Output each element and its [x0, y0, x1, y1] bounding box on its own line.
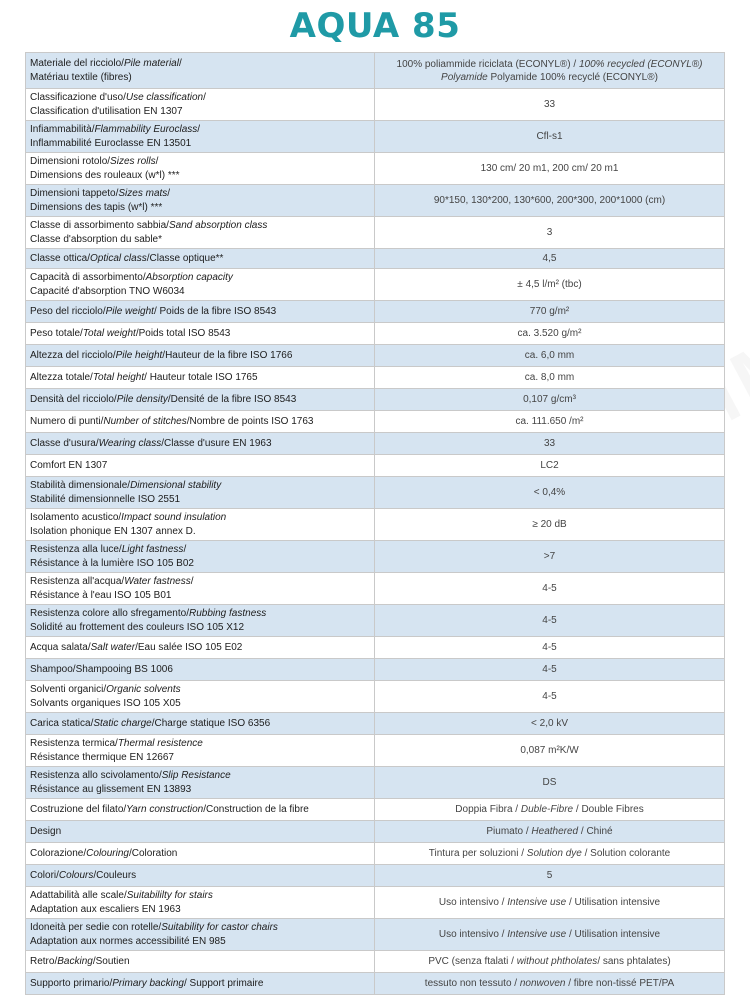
- spec-row: [26, 411, 725, 433]
- spec-value-part: ± 4,5 l/m² (tbc): [517, 279, 582, 290]
- spec-row: [26, 269, 725, 301]
- spec-label: [26, 843, 375, 865]
- spec-label-part: Thermal resistence: [117, 737, 203, 749]
- spec-value-part: Duble-Fibre: [520, 804, 574, 815]
- spec-row: [26, 455, 725, 477]
- spec-label-line2: Adaptation aux normes accessibilité EN 985: [30, 935, 226, 947]
- spec-label-part: Sizes mats: [118, 187, 168, 199]
- spec-value-part: DS: [542, 777, 557, 788]
- spec-label: [26, 411, 375, 433]
- spec-label: [26, 477, 375, 509]
- spec-row: [26, 865, 725, 887]
- spec-label: [26, 389, 375, 411]
- spec-value-part: 130 cm/ 20 m1, 200 cm/ 20 m1: [480, 163, 619, 174]
- spec-label: [26, 735, 375, 767]
- spec-label: [26, 681, 375, 713]
- spec-label-part: Classificazione d'uso/: [30, 91, 126, 103]
- spec-label-part: Pile material: [123, 57, 179, 69]
- spec-label-part: Pile height: [115, 349, 163, 361]
- spec-label: [26, 269, 375, 301]
- spec-value: [375, 345, 725, 367]
- spec-value: [375, 799, 725, 821]
- spec-row: [26, 509, 725, 541]
- spec-label-part: /: [203, 91, 206, 103]
- spec-value: [375, 389, 725, 411]
- spec-label: [26, 53, 375, 89]
- spec-value-part: / sans phtalates): [597, 956, 671, 967]
- spec-label-part: Idoneità per sedie con rotelle/: [30, 921, 162, 933]
- spec-label-part: Dimensional stability: [130, 479, 222, 491]
- spec-value-part: 0,087 m²K/W: [520, 745, 579, 756]
- spec-value-part: ≥ 20 dB: [532, 519, 567, 530]
- spec-row: [26, 121, 725, 153]
- spec-label-part: Densità del ricciolo/: [30, 393, 117, 405]
- spec-value: [375, 269, 725, 301]
- spec-label-part: Materiale del ricciolo/: [30, 57, 124, 69]
- spec-value-part: 4-5: [542, 583, 557, 594]
- spec-row: [26, 477, 725, 509]
- spec-label: [26, 951, 375, 973]
- spec-value-part: 0,107 g/cm³: [523, 394, 576, 405]
- spec-label-part: Resistenza colore allo sfregamento/: [30, 607, 189, 619]
- spec-label-part: Static charge: [93, 717, 152, 729]
- spec-row: [26, 659, 725, 681]
- spec-label-part: /Coloration: [128, 847, 178, 859]
- spec-value-part: ca. 8,0 mm: [524, 372, 575, 383]
- spec-label-part: /Soutien: [92, 955, 130, 967]
- spec-value-part: Doppia Fibra /: [455, 804, 521, 815]
- spec-label-line2: Classe d'absorption du sable*: [30, 233, 162, 245]
- spec-label: [26, 573, 375, 605]
- spec-value-part: 770 g/m²: [529, 306, 570, 317]
- spec-value: [375, 301, 725, 323]
- spec-label-part: /Classe d'usure EN 1963: [161, 437, 272, 449]
- spec-value: [375, 411, 725, 433]
- spec-label: [26, 637, 375, 659]
- spec-label-line2: Dimensions des rouleaux (w*l) ***: [30, 169, 180, 181]
- spec-label-part: Solventi organici/: [30, 683, 107, 695]
- spec-value-part: 33: [543, 99, 556, 110]
- spec-row: [26, 345, 725, 367]
- spec-label: [26, 799, 375, 821]
- spec-value-part: Intensive use: [507, 897, 567, 908]
- spec-label-line2: Résistance au glissement EN 13893: [30, 783, 192, 795]
- spec-value-part: nonwoven: [519, 978, 566, 989]
- spec-row: [26, 389, 725, 411]
- spec-row: [26, 951, 725, 973]
- spec-value: [375, 455, 725, 477]
- spec-label: [26, 121, 375, 153]
- spec-row: [26, 843, 725, 865]
- spec-label-part: /Couleurs: [93, 869, 137, 881]
- spec-label-part: Organic solvents: [106, 683, 181, 695]
- spec-label-part: /Nombre de points ISO 1763: [186, 415, 314, 427]
- spec-label-part: Altezza del ricciolo/: [30, 349, 116, 361]
- spec-label-line2: Matériau textile (fibres): [30, 71, 132, 83]
- spec-label-part: Altezza totale/: [30, 371, 93, 383]
- spec-value-part: 33: [543, 438, 556, 449]
- spec-label-part: Suitability for castor chairs: [161, 921, 278, 933]
- spec-value: [375, 433, 725, 455]
- spec-value: [375, 153, 725, 185]
- spec-label: [26, 89, 375, 121]
- spec-label-line2: Résistance à la lumière ISO 105 B02: [30, 557, 194, 569]
- spec-label-part: /: [155, 155, 159, 167]
- spec-label: [26, 345, 375, 367]
- spec-value: [375, 185, 725, 217]
- spec-row: [26, 185, 725, 217]
- spec-label-part: Shampoo/Shampooing BS 1006: [30, 663, 173, 675]
- spec-value-part: LC2: [540, 460, 559, 471]
- spec-label-part: Design: [30, 825, 62, 837]
- spec-label-part: Flammability Euroclass: [94, 123, 198, 135]
- spec-value: [375, 973, 725, 995]
- spec-label-part: Backing: [57, 955, 93, 967]
- spec-label-line2: Capacité d'absorption TNO W6034: [30, 285, 185, 297]
- spec-label-part: /Construction de la fibre: [203, 803, 309, 815]
- spec-label: [26, 217, 375, 249]
- spec-value-part: Intensive use: [507, 929, 567, 940]
- spec-value: [375, 681, 725, 713]
- spec-value-part: ca. 111.650 /m²: [515, 416, 584, 427]
- spec-label-part: Salt water: [90, 641, 136, 653]
- spec-value-part: / Utilisation intensive: [566, 897, 661, 908]
- spec-value: [375, 821, 725, 843]
- spec-label-part: Sizes rolls: [110, 155, 156, 167]
- spec-label: [26, 865, 375, 887]
- spec-label-part: Dimensioni rotolo/: [30, 155, 111, 167]
- spec-value-part: / Double Fibres: [573, 804, 644, 815]
- spec-value-part: ca. 3.520 g/m²: [517, 328, 582, 339]
- spec-label-part: /Charge statique ISO 6356: [151, 717, 271, 729]
- spec-label-part: Colouring: [86, 847, 129, 859]
- spec-value-part: 100% recycled (ECONYL®) Polyamide: [441, 58, 703, 83]
- spec-value: [375, 735, 725, 767]
- spec-table: [25, 52, 725, 995]
- spec-value: [375, 541, 725, 573]
- spec-label-part: Pile weight: [105, 305, 154, 317]
- spec-label: [26, 919, 375, 951]
- spec-value-part: PVC (senza ftalati /: [428, 956, 517, 967]
- spec-value: [375, 53, 725, 89]
- spec-row: [26, 217, 725, 249]
- spec-label: [26, 185, 375, 217]
- spec-row: [26, 735, 725, 767]
- spec-value: [375, 509, 725, 541]
- spec-row: [26, 53, 725, 89]
- spec-label-part: Resistenza all'acqua/: [30, 575, 125, 587]
- spec-value-part: 4-5: [542, 642, 557, 653]
- spec-value: [375, 573, 725, 605]
- spec-label-part: /Hauteur de la fibre ISO 1766: [162, 349, 293, 361]
- spec-label-part: Classe di assorbimento sabbia/: [30, 219, 169, 231]
- spec-label-part: Peso totale/: [30, 327, 83, 339]
- spec-label: [26, 301, 375, 323]
- spec-label-line2: Isolation phonique EN 1307 annex D.: [30, 525, 196, 537]
- spec-value: [375, 217, 725, 249]
- spec-label: [26, 821, 375, 843]
- spec-label-part: Numero di punti/: [30, 415, 104, 427]
- spec-label-line2: Résistance à l'eau ISO 105 B01: [30, 589, 172, 601]
- spec-value-part: < 0,4%: [533, 487, 566, 498]
- spec-value-part: 5: [546, 870, 553, 881]
- spec-label-part: Resistenza termica/: [30, 737, 118, 749]
- spec-label-part: Capacità di assorbimento/: [30, 271, 146, 283]
- spec-label-part: Dimensioni tappeto/: [30, 187, 119, 199]
- spec-value: [375, 121, 725, 153]
- spec-label-part: Wearing class: [98, 437, 162, 449]
- spec-value: [375, 89, 725, 121]
- spec-label-part: Peso del ricciolo/: [30, 305, 106, 317]
- spec-label-part: Slip Resistance: [161, 769, 231, 781]
- spec-label-part: Light fastness: [121, 543, 184, 555]
- spec-label: [26, 713, 375, 735]
- spec-label-part: Water fastness: [124, 575, 191, 587]
- spec-value: [375, 865, 725, 887]
- spec-label-part: Supporto primario/: [30, 977, 113, 989]
- spec-label-line2: Stabilité dimensionnelle ISO 2551: [30, 493, 181, 505]
- spec-value-part: ca. 6,0 mm: [524, 350, 575, 361]
- spec-value-part: Tintura per soluzioni /: [428, 848, 527, 859]
- spec-label-part: Absorption capacity: [145, 271, 233, 283]
- spec-label-part: Yarn construction: [126, 803, 204, 815]
- spec-label-part: / Support primaire: [183, 977, 264, 989]
- spec-value-part: Uso intensivo /: [438, 897, 508, 908]
- spec-label-part: Resistenza allo scivolamento/: [30, 769, 162, 781]
- spec-row: [26, 605, 725, 637]
- spec-value-part: Solution dye: [526, 848, 582, 859]
- spec-value-part: 4-5: [542, 664, 557, 675]
- spec-label: [26, 153, 375, 185]
- spec-value-part: 90*150, 130*200, 130*600, 200*300, 200*1000 (cm): [433, 195, 666, 206]
- spec-label-part: /: [190, 575, 194, 587]
- spec-label: [26, 367, 375, 389]
- spec-label-part: Rubbing fastness: [188, 607, 267, 619]
- spec-label-part: Comfort EN 1307: [30, 459, 108, 471]
- spec-value: [375, 767, 725, 799]
- spec-value: [375, 919, 725, 951]
- spec-label-line2: Résistance thermique EN 12667: [30, 751, 174, 763]
- spec-label: [26, 767, 375, 799]
- spec-label-part: /: [178, 57, 182, 69]
- spec-row: [26, 301, 725, 323]
- spec-value-part: / Chiné: [578, 826, 613, 837]
- spec-label-part: Isolamento acustico/: [30, 511, 122, 523]
- spec-row: [26, 919, 725, 951]
- spec-label-part: Colori/: [30, 869, 59, 881]
- spec-value: [375, 249, 725, 269]
- spec-value: [375, 887, 725, 919]
- spec-label: [26, 323, 375, 345]
- spec-label-part: Costruzione del filato/: [30, 803, 127, 815]
- spec-value-part: 4-5: [542, 615, 557, 626]
- spec-label-part: /: [167, 187, 171, 199]
- spec-label-part: /: [183, 543, 187, 555]
- spec-value: [375, 951, 725, 973]
- spec-value-part: Uso intensivo /: [438, 929, 508, 940]
- spec-value-part: < 2,0 kV: [531, 718, 568, 729]
- spec-value-part: Piumato /: [486, 826, 532, 837]
- spec-value-part: 4-5: [542, 691, 557, 702]
- spec-label-part: Infiammabilità/: [30, 123, 95, 135]
- spec-label-line2: Solvants organiques ISO 105 X05: [30, 697, 181, 709]
- spec-label: [26, 659, 375, 681]
- spec-label-part: /Densité de la fibre ISO 8543: [167, 393, 297, 405]
- spec-value: [375, 843, 725, 865]
- spec-label-part: Suitabililty for stairs: [126, 889, 213, 901]
- spec-value: [375, 605, 725, 637]
- spec-label-part: Number of stitches: [103, 415, 187, 427]
- spec-row: [26, 249, 725, 269]
- spec-row: [26, 713, 725, 735]
- spec-label-part: Total weight: [82, 327, 136, 339]
- spec-row: [26, 799, 725, 821]
- spec-label: [26, 249, 375, 269]
- spec-label-part: Colours: [58, 869, 94, 881]
- spec-row: [26, 767, 725, 799]
- spec-label-line2: Inflammabilité Euroclasse EN 13501: [30, 137, 192, 149]
- spec-label-part: Stabilità dimensionale/: [30, 479, 131, 491]
- spec-row: [26, 153, 725, 185]
- spec-label-part: Pile density: [116, 393, 168, 405]
- spec-value-part: Cfl-s1: [536, 131, 563, 142]
- spec-label-line2: Solidité au frottement des couleurs ISO 105 X12: [30, 621, 245, 633]
- spec-row: [26, 89, 725, 121]
- spec-row: [26, 573, 725, 605]
- spec-table-body: [26, 53, 725, 995]
- spec-label: [26, 433, 375, 455]
- spec-value-part: without phtholates: [516, 956, 598, 967]
- spec-label-part: Adattabilità alle scale/: [30, 889, 127, 901]
- spec-label: [26, 605, 375, 637]
- spec-label-part: /: [197, 123, 201, 135]
- spec-label-part: /Poids total ISO 8543: [135, 327, 231, 339]
- spec-value: [375, 713, 725, 735]
- page-title: AQUA 85: [289, 6, 461, 46]
- spec-row: [26, 681, 725, 713]
- spec-label-part: Total height: [92, 371, 145, 383]
- spec-label: [26, 541, 375, 573]
- spec-label-part: /Eau salée ISO 105 E02: [135, 641, 243, 653]
- spec-label-part: Retro/: [30, 955, 58, 967]
- spec-row: [26, 367, 725, 389]
- spec-value: [375, 659, 725, 681]
- spec-value-part: 4,5: [542, 253, 557, 264]
- spec-row: [26, 973, 725, 995]
- spec-value-part: Heathered: [531, 826, 579, 837]
- spec-label-part: Colorazione/: [30, 847, 87, 859]
- spec-label: [26, 509, 375, 541]
- spec-label-part: / Hauteur totale ISO 1765: [144, 371, 258, 383]
- spec-value-part: >7: [543, 551, 556, 562]
- spec-label-part: /Classe optique**: [146, 252, 224, 264]
- spec-label: [26, 973, 375, 995]
- spec-label-part: Resistenza alla luce/: [30, 543, 122, 555]
- spec-value-part: Polyamide 100% recyclé (ECONYL®): [487, 71, 658, 83]
- spec-value-part: / fibre non-tissé PET/PA: [565, 978, 675, 989]
- spec-label-part: Classe ottica/: [30, 252, 91, 264]
- spec-row: [26, 637, 725, 659]
- spec-label-line2: Dimensions des tapis (w*l) ***: [30, 201, 163, 213]
- spec-label-part: Optical class: [90, 252, 147, 264]
- spec-value: [375, 367, 725, 389]
- spec-label: [26, 887, 375, 919]
- spec-label: [26, 455, 375, 477]
- spec-value: [375, 323, 725, 345]
- spec-row: [26, 433, 725, 455]
- spec-label-part: Classe d'usura/: [30, 437, 99, 449]
- spec-label-part: Impact sound insulation: [121, 511, 227, 523]
- spec-label-part: Use classification: [125, 91, 204, 103]
- spec-value: [375, 477, 725, 509]
- spec-label-part: Sand absorption class: [168, 219, 268, 231]
- spec-value: [375, 637, 725, 659]
- spec-value-part: 100% poliammide riciclata (ECONYL®) /: [396, 58, 579, 70]
- spec-label-line2: Adaptation aux escaliers EN 1963: [30, 903, 181, 915]
- spec-value-part: 3: [546, 227, 553, 238]
- spec-value-part: / Utilisation intensive: [566, 929, 661, 940]
- spec-label-line2: Classification d'utilisation EN 1307: [30, 105, 183, 117]
- spec-label-part: / Poids de la fibre ISO 8543: [153, 305, 277, 317]
- spec-label-part: Acqua salata/: [30, 641, 91, 653]
- spec-row: [26, 541, 725, 573]
- spec-label-part: Primary backing: [112, 977, 184, 989]
- spec-label-part: Carica statica/: [30, 717, 94, 729]
- spec-row: [26, 323, 725, 345]
- spec-row: [26, 887, 725, 919]
- spec-value-part: / Solution colorante: [581, 848, 671, 859]
- spec-value-part: tessuto non tessuto /: [424, 978, 520, 989]
- spec-row: [26, 821, 725, 843]
